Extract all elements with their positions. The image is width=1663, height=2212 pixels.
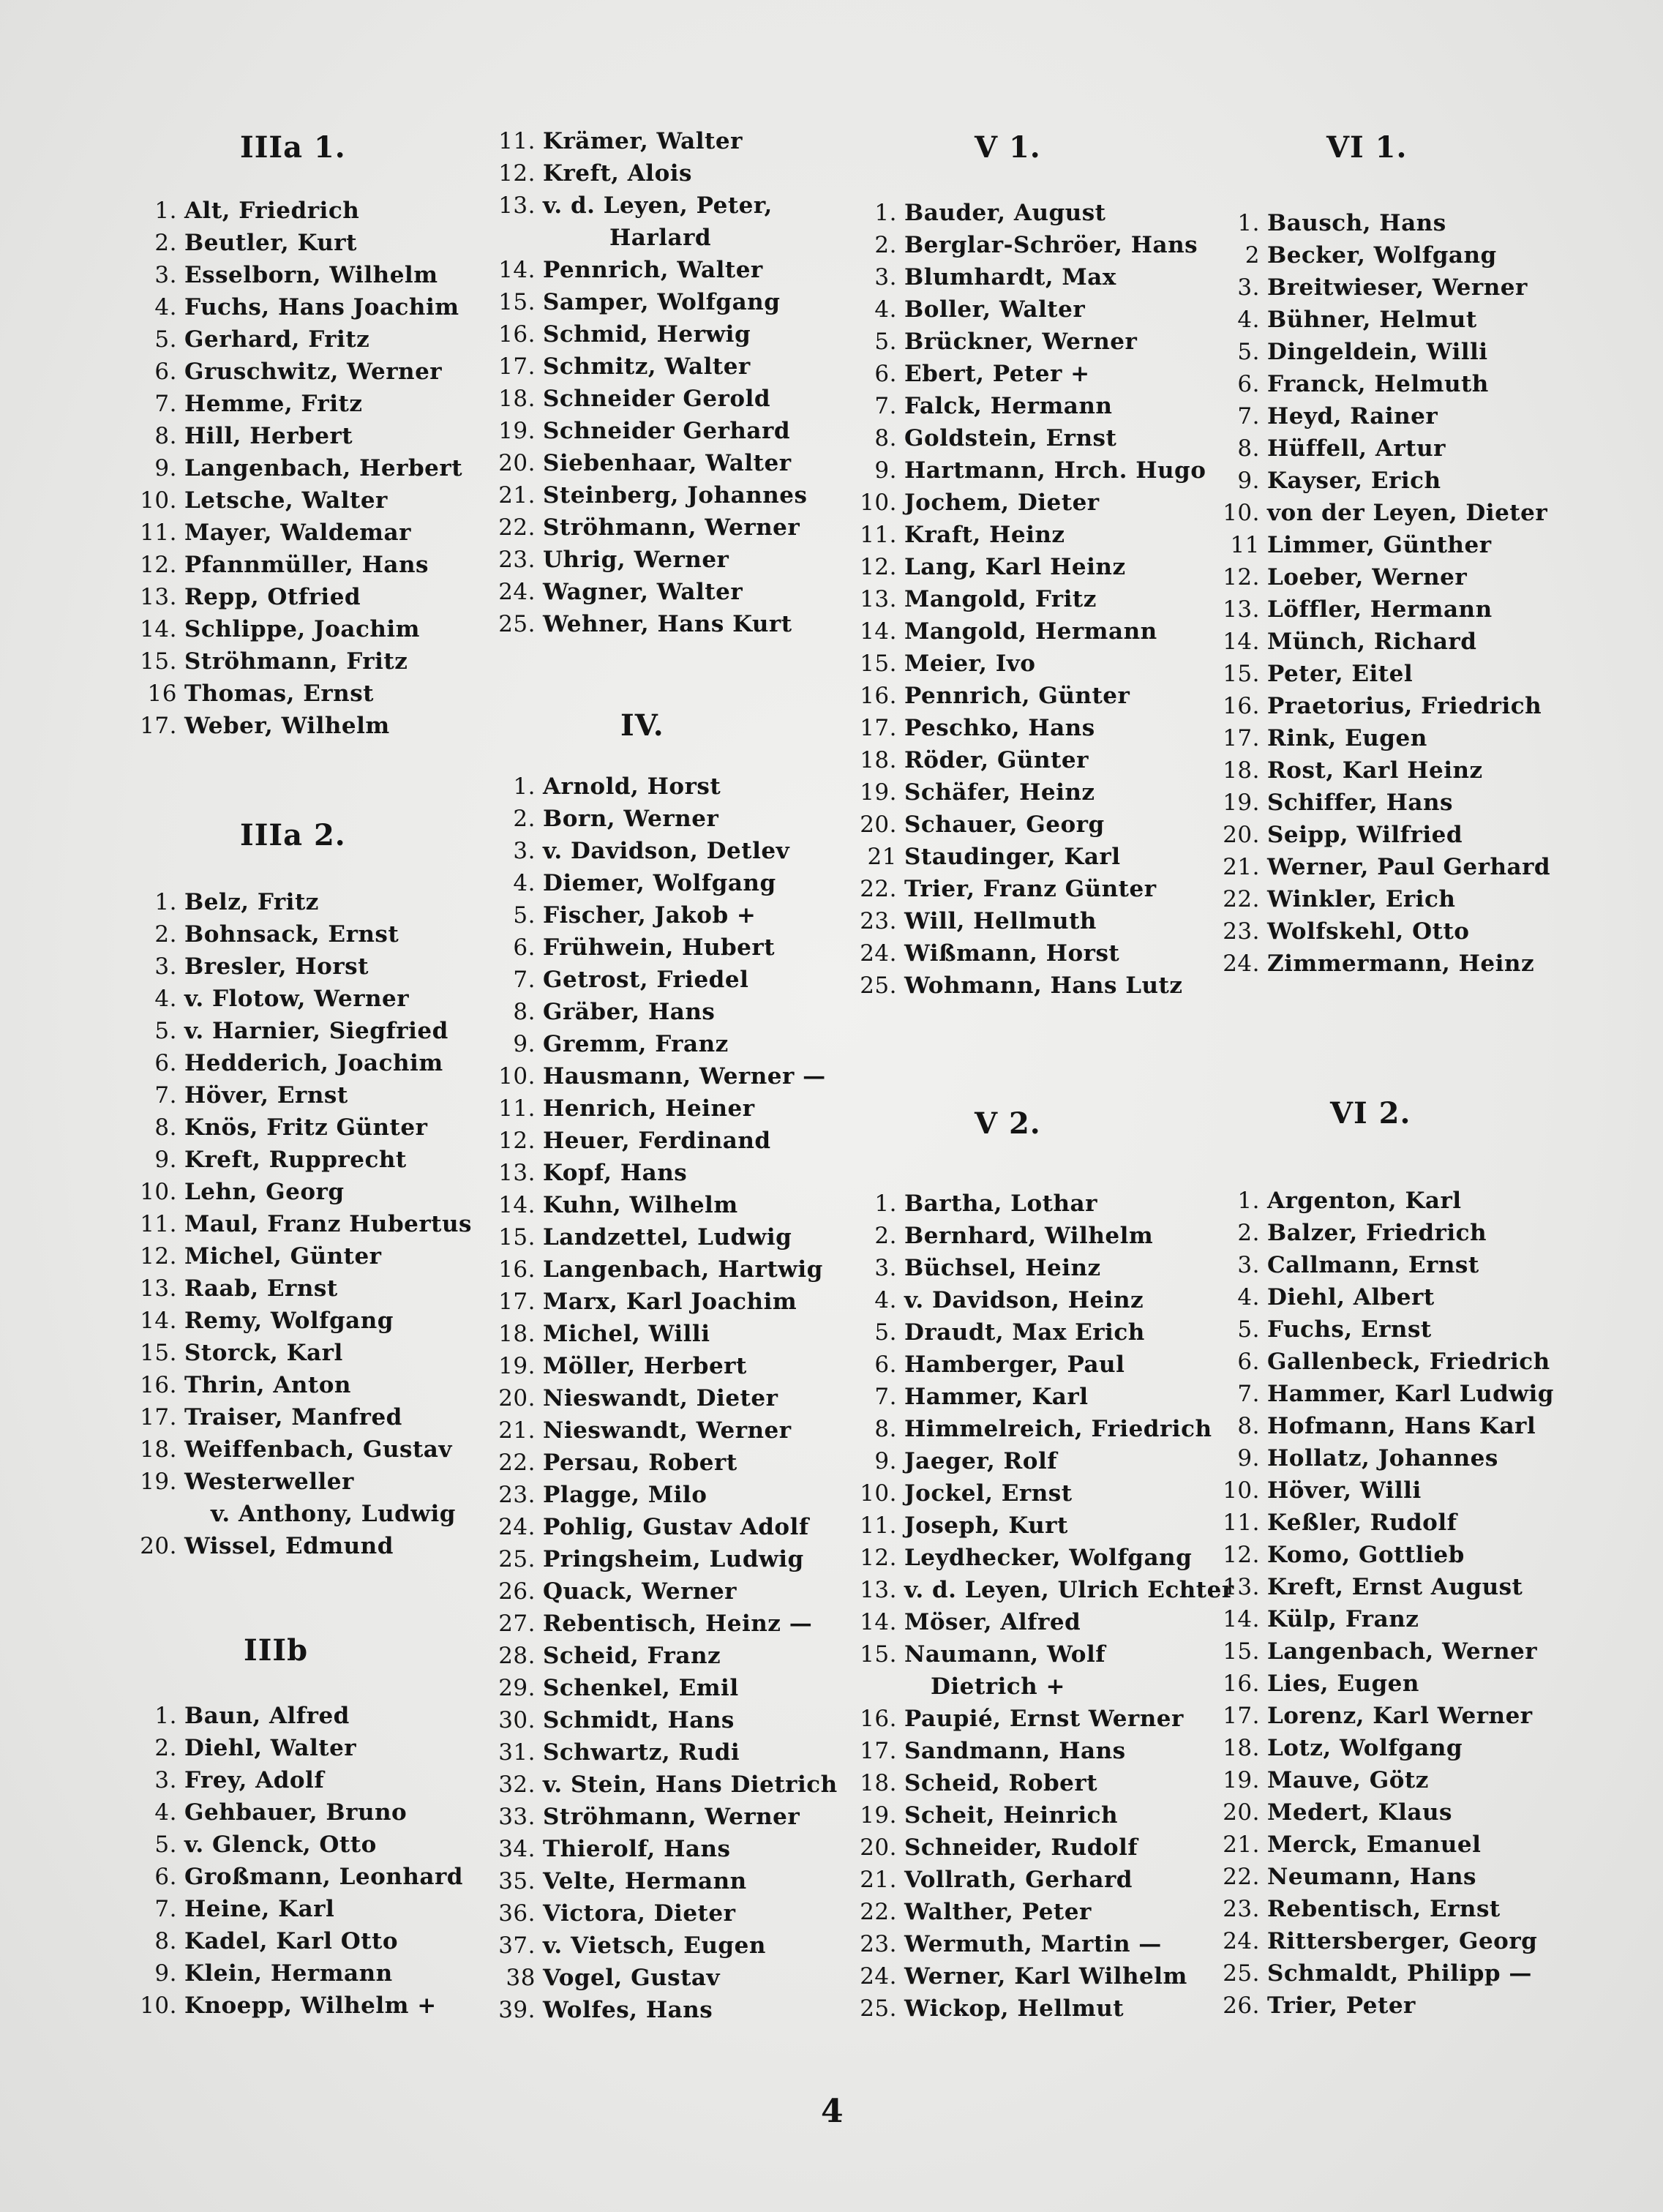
list-item: 11 Limmer, Günther <box>1230 532 1492 558</box>
list-item: 25. Wohmann, Hans Lutz <box>860 972 1183 999</box>
list-item: 18. Rost, Karl Heinz <box>1223 757 1483 784</box>
list-item: 17. Rink, Eugen <box>1223 725 1427 751</box>
list-item: 8. Hofmann, Hans Karl <box>1237 1413 1536 1439</box>
list-item: 13. v. d. Leyen, Peter, <box>498 192 773 219</box>
list-item: 23. Rebentisch, Ernst <box>1223 1896 1501 1922</box>
list-item: 10. Jockel, Ernst <box>860 1480 1073 1507</box>
list-item: 12. Loeber, Werner <box>1223 564 1468 591</box>
list-item: 22. Ströhmann, Werner <box>498 514 800 541</box>
list-item: 16. Langenbach, Hartwig <box>498 1256 823 1283</box>
list-item: 10. von der Leyen, Dieter <box>1223 500 1548 526</box>
list-item: 8. Hüffell, Artur <box>1237 435 1446 462</box>
list-item: 27. Rebentisch, Heinz — <box>498 1611 813 1637</box>
list-item: 21. Werner, Paul Gerhard <box>1223 854 1551 880</box>
list-item: 7. Getrost, Friedel <box>513 967 749 993</box>
list-item: 6. Gruschwitz, Werner <box>154 359 443 385</box>
list-item: 15. Ströhmann, Fritz <box>140 648 408 675</box>
list-item: 8. Hill, Herbert <box>154 423 353 449</box>
list-item: 15. Naumann, Wolf <box>860 1641 1106 1668</box>
list-item: 17. Peschko, Hans <box>860 715 1095 741</box>
list-item: 13. v. d. Leyen, Ulrich Echter <box>860 1577 1234 1603</box>
list-item: 4. Boller, Walter <box>874 296 1086 323</box>
list-item: 6. Gallenbeck, Friedrich <box>1237 1349 1550 1375</box>
list-item: 8. Kadel, Karl Otto <box>154 1928 399 1954</box>
list-item: 2. Born, Werner <box>513 806 719 832</box>
list-item: 9. Klein, Hermann <box>154 1960 393 1987</box>
list-item: 16. Schmid, Herwig <box>498 321 751 348</box>
list-item: 20. Wissel, Edmund <box>140 1533 394 1559</box>
list-item: 6. Hamberger, Paul <box>874 1351 1125 1378</box>
list-item: 13. Kreft, Ernst August <box>1223 1574 1523 1600</box>
list-item: 14. Kuhn, Wilhelm <box>498 1192 738 1218</box>
list-item: 4. Diehl, Albert <box>1237 1284 1435 1311</box>
list-item: 18. Lotz, Wolfgang <box>1223 1735 1463 1761</box>
list-item: 36. Victora, Dieter <box>498 1900 736 1927</box>
list-item: 22. Persau, Robert <box>498 1450 737 1476</box>
list-item: 4. Diemer, Wolfgang <box>513 870 776 896</box>
list-item: 23. Wolfskehl, Otto <box>1223 918 1470 945</box>
list-item: 1. Belz, Fritz <box>154 889 319 915</box>
list-item: 8. Knös, Fritz Günter <box>154 1114 428 1141</box>
list-item: 18. Scheid, Robert <box>860 1770 1098 1796</box>
list-item: 15. Storck, Karl <box>140 1340 343 1366</box>
list-item: 12. Heuer, Ferdinand <box>498 1128 771 1154</box>
list-item: 13. Löffler, Hermann <box>1223 596 1493 623</box>
list-item: 2. Balzer, Friedrich <box>1237 1220 1487 1246</box>
list-item: 6. Großmann, Leonhard <box>154 1864 463 1890</box>
list-item: 3. v. Davidson, Detlev <box>513 838 790 864</box>
list-item: 24. Wißmann, Horst <box>860 940 1120 967</box>
list-item: 5. v. Glenck, Otto <box>154 1832 377 1858</box>
list-item: 4. Fuchs, Hans Joachim <box>154 294 459 320</box>
list-item: 28. Scheid, Franz <box>498 1643 721 1669</box>
list-item: 4. Gehbauer, Bruno <box>154 1799 408 1826</box>
list-item: 2. Diehl, Walter <box>154 1735 357 1761</box>
list-item: 5. Brückner, Werner <box>874 329 1138 355</box>
list-item: 1. Bausch, Hans <box>1237 210 1446 236</box>
list-item: 23. Plagge, Milo <box>498 1482 707 1508</box>
list-item: 17. Lorenz, Karl Werner <box>1223 1703 1533 1729</box>
list-item: 5. Dingeldein, Willi <box>1237 339 1488 365</box>
list-item: 6. Franck, Helmuth <box>1237 371 1489 397</box>
list-item: 12. Komo, Gottlieb <box>1223 1542 1465 1568</box>
list-item: 4. Bühner, Helmut <box>1237 307 1477 333</box>
list-item: 24. Zimmermann, Heinz <box>1223 951 1535 977</box>
list-item: 13. Repp, Otfried <box>140 584 361 610</box>
list-item: 8. Goldstein, Ernst <box>874 425 1117 451</box>
section-title-v-2: V 2. <box>975 1106 1041 1141</box>
list-item: 24. Wagner, Walter <box>498 579 743 605</box>
list-item: 21. Nieswandt, Werner <box>498 1417 792 1444</box>
list-item: 18. Weiffenbach, Gustav <box>140 1436 452 1463</box>
list-item: 11. Keßler, Rudolf <box>1223 1510 1457 1536</box>
list-item: 19. Schiffer, Hans <box>1223 790 1454 816</box>
list-item: 14. Schlippe, Joachim <box>140 616 420 642</box>
list-item: 11. Krämer, Walter <box>498 128 743 154</box>
list-item: 10. Jochem, Dieter <box>860 490 1100 516</box>
list-item: 25. Schmaldt, Philipp — <box>1223 1960 1532 1987</box>
list-item: 3. Breitwieser, Werner <box>1237 274 1528 301</box>
list-item: 11. Maul, Franz Hubertus <box>140 1211 472 1237</box>
list-item: 24. Rittersberger, Georg <box>1223 1928 1538 1954</box>
list-item: 2. Berglar-Schröer, Hans <box>874 232 1198 258</box>
list-item: 38 Vogel, Gustav <box>506 1965 721 1991</box>
section-title-v-1: V 1. <box>975 130 1041 165</box>
list-item: 13. Mangold, Fritz <box>860 586 1097 612</box>
list-item: 12. Pfannmüller, Hans <box>140 552 429 578</box>
list-item: 14. Möser, Alfred <box>860 1609 1081 1635</box>
list-item: 14. Külp, Franz <box>1223 1606 1419 1632</box>
list-item: 5. Fischer, Jakob + <box>513 902 757 929</box>
list-item: 15. Langenbach, Werner <box>1223 1638 1538 1665</box>
list-item: 19. Schneider Gerhard <box>498 418 791 444</box>
list-item: 25. Wickop, Hellmut <box>860 1995 1125 2022</box>
list-item: 7. Hammer, Karl <box>874 1384 1089 1410</box>
list-item: 24. Werner, Karl Wilhelm <box>860 1963 1187 1990</box>
list-item: 10. Knoepp, Wilhelm + <box>140 1992 437 2019</box>
list-item: 16. Pennrich, Günter <box>860 683 1130 709</box>
list-item: 1. Argenton, Karl <box>1237 1188 1462 1214</box>
list-item: 7. Falck, Hermann <box>874 393 1113 419</box>
list-item: 8. Himmelreich, Friedrich <box>874 1416 1212 1442</box>
list-item: 11. Henrich, Heiner <box>498 1095 755 1122</box>
list-item: 35. Velte, Hermann <box>498 1868 747 1894</box>
list-item: 39. Wolfes, Hans <box>498 1997 713 2023</box>
list-item: 3. Esselborn, Wilhelm <box>154 262 438 288</box>
list-item: 26. Trier, Peter <box>1223 1992 1416 2019</box>
list-item: 19. Westerweller <box>140 1469 354 1495</box>
list-item: 9. Kayser, Erich <box>1237 468 1441 494</box>
list-item-continuation: Dietrich + <box>931 1673 1065 1700</box>
list-item: 14. Münch, Richard <box>1223 629 1477 655</box>
section-title-iiia-1: IIIa 1. <box>240 130 346 165</box>
list-item: 20. Schneider, Rudolf <box>860 1834 1138 1861</box>
list-item: 9. Hartmann, Hrch. Hugo <box>874 457 1206 484</box>
list-item: 17. Traiser, Manfred <box>140 1404 402 1431</box>
list-item: 17. Schmitz, Walter <box>498 353 751 380</box>
list-item: 10. Höver, Willi <box>1223 1477 1422 1504</box>
list-item: 23. Wermuth, Martin — <box>860 1931 1162 1957</box>
list-item: 3. Blumhardt, Max <box>874 264 1116 290</box>
list-item: 13. Raab, Ernst <box>140 1275 338 1302</box>
list-item: 1. Arnold, Horst <box>513 773 721 800</box>
list-item: 16. Praetorius, Friedrich <box>1223 693 1542 719</box>
list-item: 1. Bartha, Lothar <box>874 1191 1097 1217</box>
list-item: 15. Samper, Wolfgang <box>498 289 781 315</box>
list-item: 14. Mangold, Hermann <box>860 618 1157 645</box>
list-item: 3. Callmann, Ernst <box>1237 1252 1479 1278</box>
section-title-iiia-2: IIIa 2. <box>240 818 346 852</box>
list-item: 18. Röder, Günter <box>860 747 1089 773</box>
list-item: 1. Bauder, August <box>874 200 1106 226</box>
list-item: 9. Hollatz, Johannes <box>1237 1445 1498 1471</box>
list-item: 2. Beutler, Kurt <box>154 230 357 256</box>
list-item: 6. Hedderich, Joachim <box>154 1050 443 1076</box>
list-item: 9. Jaeger, Rolf <box>874 1448 1058 1474</box>
list-item: 5. Draudt, Max Erich <box>874 1319 1145 1346</box>
list-item: 19. Möller, Herbert <box>498 1353 747 1379</box>
list-item: 15. Peter, Eitel <box>1223 661 1414 687</box>
list-item: 13. Kopf, Hans <box>498 1160 688 1186</box>
list-item: 5. Fuchs, Ernst <box>1237 1316 1432 1343</box>
list-item: 37. v. Vietsch, Eugen <box>498 1932 766 1959</box>
list-item: 10. Letsche, Walter <box>140 487 388 514</box>
list-item: 9. Kreft, Rupprecht <box>154 1147 407 1173</box>
list-item: 9. Langenbach, Herbert <box>154 455 463 481</box>
list-item: 33. Ströhmann, Werner <box>498 1804 800 1830</box>
list-item: 18. Schneider Gerold <box>498 386 771 412</box>
list-item: 15. Landzettel, Ludwig <box>498 1224 792 1251</box>
section-title-vi-1: VI 1. <box>1326 130 1408 165</box>
list-item: 23. Will, Hellmuth <box>860 908 1097 934</box>
list-item: 10. Hausmann, Werner — <box>498 1063 826 1090</box>
list-item: 11. Kraft, Heinz <box>860 522 1065 548</box>
list-item: 25. Wehner, Hans Kurt <box>498 611 792 637</box>
list-item: 18. Michel, Willi <box>498 1321 710 1347</box>
list-item: 12. Leydhecker, Wolfgang <box>860 1545 1193 1571</box>
list-item: 1. Baun, Alfred <box>154 1703 350 1729</box>
list-item: 9. Gremm, Franz <box>513 1031 729 1057</box>
list-item: 21 Staudinger, Karl <box>867 844 1121 870</box>
list-item: 23. Uhrig, Werner <box>498 547 729 573</box>
list-item: 1. Alt, Friedrich <box>154 198 360 224</box>
list-item: 26. Quack, Werner <box>498 1578 737 1605</box>
list-item: 24. Pohlig, Gustav Adolf <box>498 1514 809 1540</box>
page-number: 4 <box>821 2093 844 2130</box>
list-item: 7. Höver, Ernst <box>154 1082 348 1109</box>
list-item: 15. Meier, Ivo <box>860 651 1036 677</box>
list-item: 7. Heyd, Rainer <box>1237 403 1438 430</box>
list-item: 21. Vollrath, Gerhard <box>860 1867 1133 1893</box>
list-item: 16 Thomas, Ernst <box>147 681 374 707</box>
list-item-continuation: Harlard <box>609 225 712 251</box>
list-item: 17. Marx, Karl Joachim <box>498 1289 797 1315</box>
list-item: 12. Kreft, Alois <box>498 160 692 187</box>
list-item: 7. Hammer, Karl Ludwig <box>1237 1381 1554 1407</box>
list-item: 16. Thrin, Anton <box>140 1372 351 1398</box>
list-item: 19. Mauve, Götz <box>1223 1767 1429 1793</box>
list-item: 20. Seipp, Wilfried <box>1223 822 1463 848</box>
list-item: 11. Mayer, Waldemar <box>140 520 411 546</box>
list-item: 20. Siebenhaar, Walter <box>498 450 792 476</box>
list-item: 16. Paupié, Ernst Werner <box>860 1706 1184 1732</box>
section-title-vi-2: VI 2. <box>1330 1096 1411 1131</box>
list-item: 5. Gerhard, Fritz <box>154 326 370 353</box>
list-item: 21. Steinberg, Johannes <box>498 482 808 509</box>
list-item: 20. Medert, Klaus <box>1223 1799 1452 1826</box>
list-item: 32. v. Stein, Hans Dietrich <box>498 1772 838 1798</box>
list-item: 3. Büchsel, Heinz <box>874 1255 1101 1281</box>
list-item: 29. Schenkel, Emil <box>498 1675 739 1701</box>
list-item: 14. Remy, Wolfgang <box>140 1308 394 1334</box>
list-item: 6. Frühwein, Hubert <box>513 934 776 961</box>
list-item: 5. v. Harnier, Siegfried <box>154 1018 448 1044</box>
list-item: 22. Trier, Franz Günter <box>860 876 1157 902</box>
list-item: 8. Gräber, Hans <box>513 999 716 1025</box>
list-item: 2. Bernhard, Wilhelm <box>874 1223 1154 1249</box>
list-item: 25. Pringsheim, Ludwig <box>498 1546 804 1572</box>
list-item: 3. Frey, Adolf <box>154 1767 325 1793</box>
list-item: 7. Heine, Karl <box>154 1896 335 1922</box>
section-title-iiib: IIIb <box>244 1633 309 1668</box>
list-item: 21. Merck, Emanuel <box>1223 1832 1482 1858</box>
list-item: 17. Sandmann, Hans <box>860 1738 1126 1764</box>
list-item: 16. Lies, Eugen <box>1223 1671 1419 1697</box>
list-item: 22. Walther, Peter <box>860 1899 1092 1925</box>
section-title-iv: IV. <box>620 708 664 743</box>
list-item: 12. Michel, Günter <box>140 1243 382 1270</box>
list-item: 6. Ebert, Peter + <box>874 361 1090 387</box>
list-item: 19. Schäfer, Heinz <box>860 779 1095 806</box>
list-item-continuation: v. Anthony, Ludwig <box>211 1501 456 1527</box>
list-item: 3. Bresler, Horst <box>154 953 369 980</box>
list-item: 19. Scheit, Heinrich <box>860 1802 1119 1829</box>
list-item: 4. v. Davidson, Heinz <box>874 1287 1144 1313</box>
list-item: 7. Hemme, Fritz <box>154 391 363 417</box>
list-item: 30. Schmidt, Hans <box>498 1707 735 1733</box>
list-item: 11. Joseph, Kurt <box>860 1512 1068 1539</box>
list-item: 4. v. Flotow, Werner <box>154 986 410 1012</box>
list-item: 12. Lang, Karl Heinz <box>860 554 1126 580</box>
list-item: 10. Lehn, Georg <box>140 1179 345 1205</box>
list-item: 17. Weber, Wilhelm <box>140 713 390 739</box>
list-item: 31. Schwartz, Rudi <box>498 1739 740 1766</box>
list-item: 20. Nieswandt, Dieter <box>498 1385 778 1411</box>
list-item: 2. Bohnsack, Ernst <box>154 921 399 948</box>
list-item: 22. Neumann, Hans <box>1223 1864 1477 1890</box>
list-item: 22. Winkler, Erich <box>1223 886 1456 912</box>
list-item: 34. Thierolf, Hans <box>498 1836 731 1862</box>
list-item: 20. Schauer, Georg <box>860 811 1105 838</box>
list-item: 14. Pennrich, Walter <box>498 257 763 283</box>
list-item: 2 Becker, Wolfgang <box>1245 242 1497 269</box>
